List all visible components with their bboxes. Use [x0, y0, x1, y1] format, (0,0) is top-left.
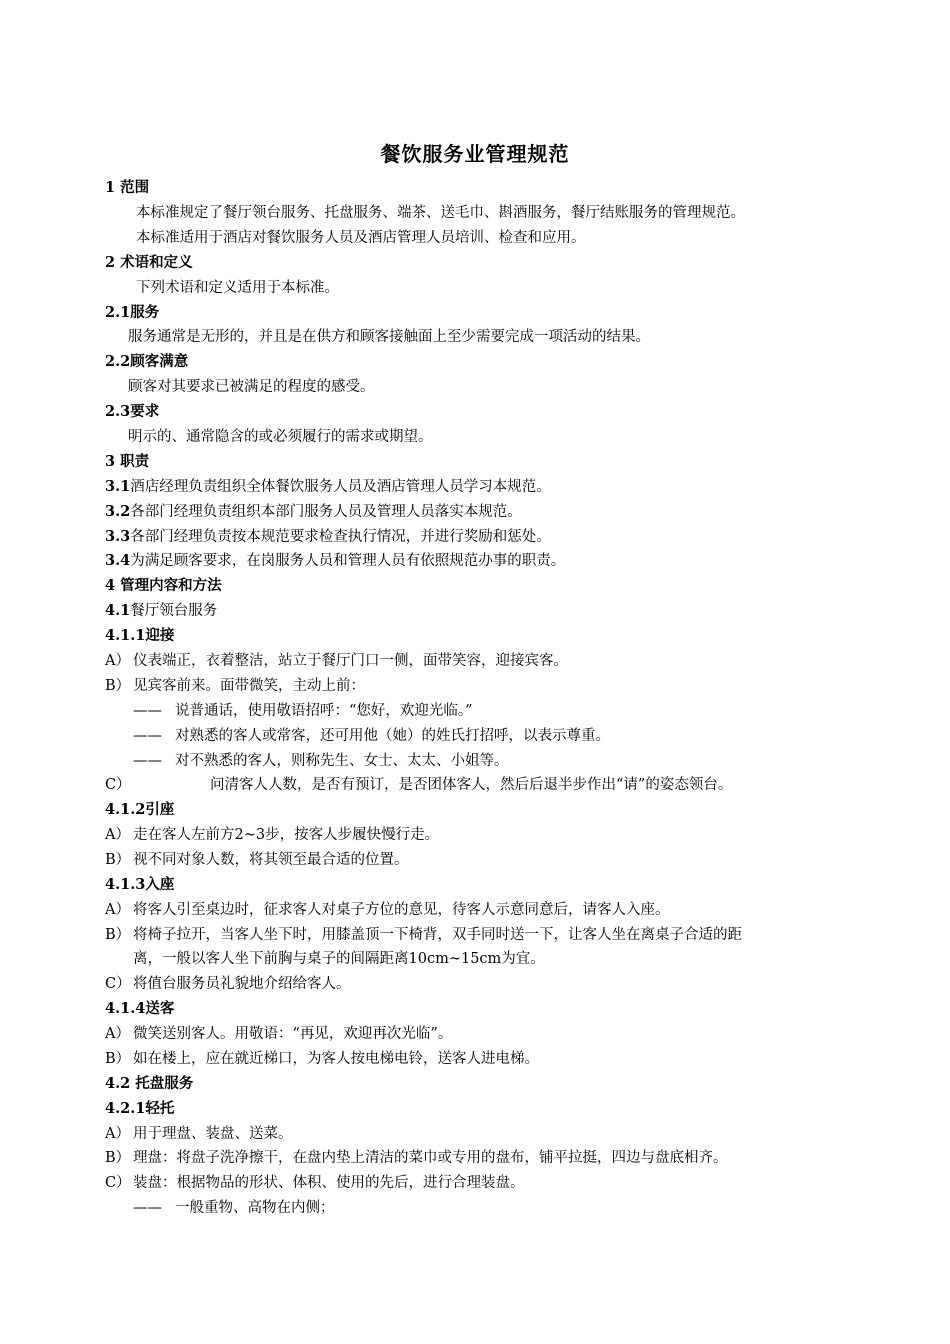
list-item [105, 974, 351, 994]
item-text: 用于理盘、装盘、送菜。 [133, 1126, 293, 1142]
item-text: 走在客人左前方2~3步，按客人步履快慢行走。 [133, 827, 440, 843]
section-heading: 3 职责 [105, 453, 150, 470]
item-letter: B） [105, 1150, 131, 1166]
list-item [105, 1049, 539, 1069]
item-text: 为满足顾客要求，在岗服务人员和管理人员有依照规范办事的职责。 [130, 553, 566, 569]
paragraph: 明示的、通常隐含的或必须履行的需求或期望。 [128, 429, 433, 445]
item-letter: A） [105, 902, 130, 918]
item-letter: B） [105, 852, 131, 868]
item-text: 说普通话，使用敬语招呼：“您好，欢迎光临。” [175, 703, 473, 719]
item-text: 各部门经理负责按本规范要求检查执行情况，并进行奖励和惩处。 [130, 529, 551, 545]
item-text: 见宾客前来。面带微笑，主动上前： [133, 678, 365, 694]
item-letter: B） [105, 1051, 131, 1067]
paragraph: 本标准规定了餐厅领台服务、托盘服务、端茶、送毛巾、斟酒服务，餐厅结账服务的管理规范。 [136, 205, 745, 221]
item-text: 将值台服务员礼貌地介绍给客人。 [133, 976, 351, 992]
item-text: 将椅子拉开，当客人坐下时，用膝盖顶一下椅背，双手同时送一下，让客人坐在离桌子合适的距 [133, 927, 742, 943]
list-item [105, 1024, 452, 1044]
item-text: 餐厅领台服务 [130, 603, 218, 619]
dash-item [133, 1198, 335, 1218]
item-text: 将客人引至桌边时，征求客人对桌子方位的意见，待客人示意同意后，请客人入座。 [133, 902, 670, 918]
item-number: 3.1 [105, 478, 131, 495]
page-title: 餐饮服务业管理规范 [380, 142, 570, 166]
list-item [105, 651, 568, 671]
list-item [105, 1124, 293, 1144]
item-text: 仪表端正，衣着整洁，站立于餐厅门口一侧，面带笑容，迎接宾客。 [133, 653, 568, 669]
section-heading: 1 范围 [105, 179, 150, 196]
list-item [105, 775, 732, 795]
dash-marker: —— [133, 753, 162, 769]
list-item [105, 551, 565, 571]
section-heading: 4 管理内容和方法 [105, 577, 222, 594]
paragraph: 本标准适用于酒店对餐饮服务人员及酒店管理人员培训、检查和应用。 [136, 230, 586, 246]
subsection-heading [105, 601, 217, 621]
item-text: 问清客人人数，是否有预订，是否团体客人，然后后退半步作出“请”的姿态领台。 [210, 777, 733, 793]
item-letter: A） [105, 1026, 130, 1042]
subsection-heading: 2.2顾客满意 [105, 353, 189, 370]
dash-marker: —— [133, 703, 162, 719]
dash-item [133, 726, 610, 746]
item-text: 一般重物、高物在内侧； [175, 1200, 335, 1216]
paragraph-continuation: 离，一般以客人坐下前胸与桌子的间隔距离10cm~15cm为宜。 [133, 951, 545, 967]
item-text: 微笑送别客人。用敬语：“再见，欢迎再次光临”。 [133, 1026, 453, 1042]
item-text: 视不同对象人数，将其领至最合适的位置。 [133, 852, 409, 868]
list-item [105, 477, 551, 497]
item-letter: C） [105, 777, 131, 793]
subsection-heading: 4.2 托盘服务 [105, 1075, 194, 1092]
item-letter: B） [105, 927, 131, 943]
list-item [105, 825, 439, 845]
paragraph: 顾客对其要求已被满足的程度的感受。 [128, 379, 375, 395]
item-text: 各部门经理负责组织本部门服务人员及管理人员落实本规范。 [130, 504, 522, 520]
item-text: 酒店经理负责组织全体餐饮服务人员及酒店管理人员学习本规范。 [130, 479, 551, 495]
subsection-heading: 4.1.4送客 [105, 1000, 175, 1017]
item-text: 如在楼上，应在就近梯口，为客人按电梯电铃，送客人进电梯。 [133, 1051, 539, 1067]
item-text: 装盘：根据物品的形状、体积、使用的先后，进行合理装盘。 [133, 1175, 525, 1191]
item-letter: A） [105, 1126, 130, 1142]
paragraph: 服务通常是无形的，并且是在供方和顾客接触面上至少需要完成一项活动的结果。 [128, 329, 650, 345]
list-item [105, 1173, 525, 1193]
list-item [105, 925, 742, 945]
list-item [105, 900, 670, 920]
item-number: 3.2 [105, 503, 131, 520]
subsection-heading: 4.1.3入座 [105, 876, 175, 893]
item-letter: A） [105, 827, 130, 843]
list-item [105, 850, 409, 870]
list-item [105, 502, 522, 522]
subsection-heading: 4.1.1迎接 [105, 627, 175, 644]
dash-marker: —— [133, 1200, 162, 1216]
subsection-heading: 2.1服务 [105, 304, 160, 321]
list-item [105, 676, 365, 696]
dash-item [133, 701, 473, 721]
item-text: 对熟悉的客人或常客，还可用他（她）的姓氏打招呼，以表示尊重。 [175, 728, 610, 744]
item-letter: C） [105, 976, 131, 992]
list-item [105, 527, 551, 547]
item-number: 3.4 [105, 552, 131, 569]
item-letter: A） [105, 653, 130, 669]
item-number: 4.1 [105, 602, 131, 619]
section-heading: 2 术语和定义 [105, 254, 193, 271]
paragraph: 下列术语和定义适用于本标准。 [136, 280, 339, 296]
dash-item [133, 751, 509, 771]
dash-marker: —— [133, 728, 162, 744]
item-text: 理盘：将盘子洗净擦干，在盘内垫上清洁的菜巾或专用的盘布，铺平拉挺，四边与盘底相齐。 [133, 1150, 728, 1166]
subsection-heading: 4.2.1轻托 [105, 1100, 175, 1117]
item-letter: B） [105, 678, 131, 694]
item-letter: C） [105, 1175, 131, 1191]
item-number: 3.3 [105, 528, 131, 545]
subsection-heading: 4.1.2引座 [105, 801, 175, 818]
list-item [105, 1148, 728, 1168]
item-text: 对不熟悉的客人，则称先生、女士、太太、小姐等。 [175, 753, 509, 769]
subsection-heading: 2.3要求 [105, 403, 160, 420]
